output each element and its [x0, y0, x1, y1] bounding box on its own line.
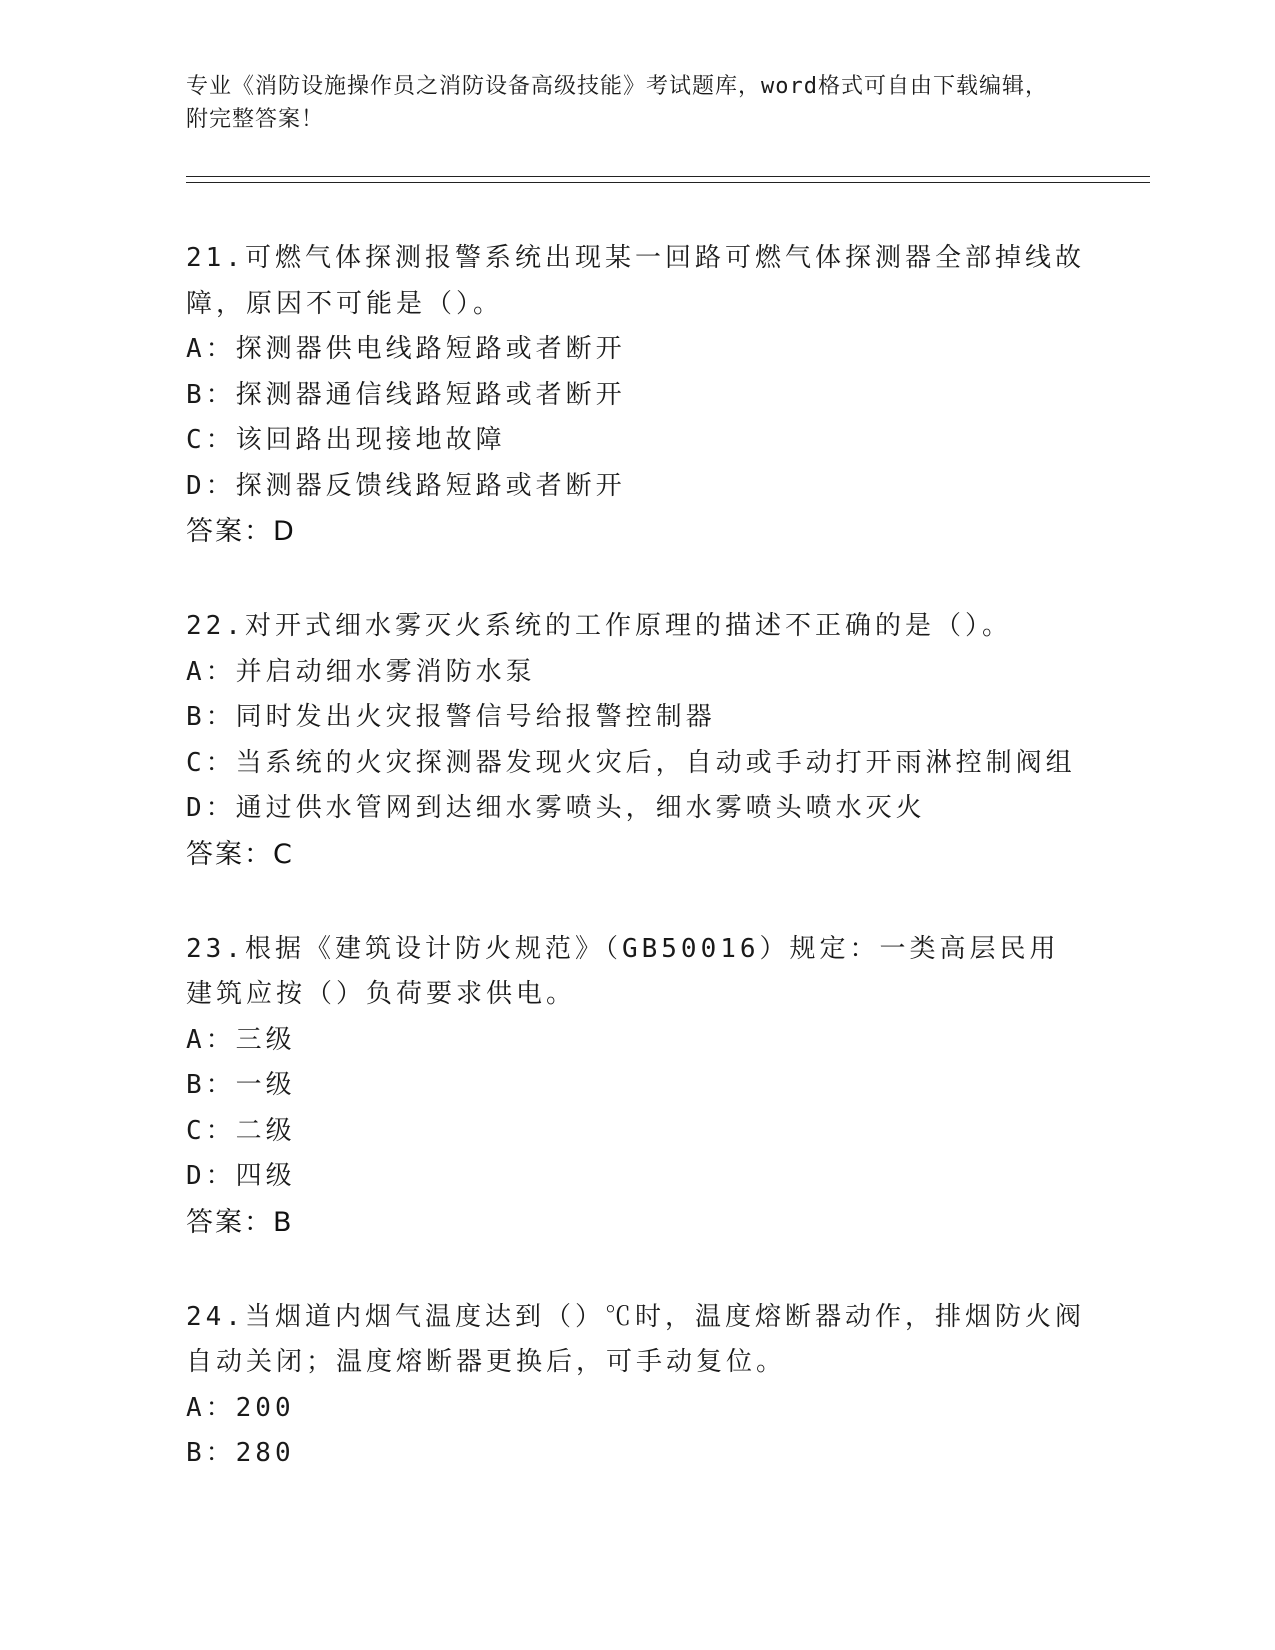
option-a: A：200 [186, 1392, 295, 1423]
option-a: A：三级 [186, 1024, 296, 1055]
question-text: 24.当烟道内烟气温度达到（）℃时，温度熔断器动作，排烟防火阀自动关闭；温度熔断器更换后，可手动复位。 [186, 1301, 1085, 1377]
question-21 [186, 236, 1086, 555]
option-b: B：探测器通信线路短路或者断开 [186, 379, 626, 410]
option-d: D：通过供水管网到达细水雾喷头，细水雾喷头喷水灭火 [186, 793, 926, 823]
header-divider-top [186, 176, 1150, 177]
answer: 答案：B [186, 1206, 294, 1238]
option-b: B：280 [186, 1438, 295, 1468]
question-24 [186, 1295, 1086, 1477]
option-b: B：一级 [186, 1070, 296, 1100]
document-header: 专业《消防设施操作员之消防设备高级技能》考试题库，word格式可自由下载编辑，附完整答案！ [186, 74, 1048, 132]
question-text: 23.根据《建筑设计防火规范》（GB50016）规定：一类高层民用建筑应按（）负荷要求供电。 [186, 933, 1060, 1009]
answer: 答案：C [186, 838, 294, 870]
option-b: B：同时发出火灾报警信号给报警控制器 [186, 702, 716, 732]
question-text: 21.可燃气体探测报警系统出现某一回路可燃气体探测器全部掉线故障，原因不可能是（）。 [186, 243, 1085, 319]
answer: 答案：D [186, 516, 296, 547]
option-c: C：二级 [186, 1115, 296, 1146]
header-divider-bottom [186, 182, 1150, 183]
option-a: A：并启动细水雾消防水泵 [186, 656, 536, 687]
option-c: C：该回路出现接地故障 [186, 425, 506, 455]
question-22 [186, 604, 1086, 878]
option-a: A：探测器供电线路短路或者断开 [186, 334, 626, 364]
option-c: C：当系统的火灾探测器发现火灾后，自动或手动打开雨淋控制阀组 [186, 747, 1076, 778]
question-text: 22.对开式细水雾灭火系统的工作原理的描述不正确的是（）。 [186, 611, 1012, 641]
option-d: D：探测器反馈线路短路或者断开 [186, 470, 626, 501]
question-list [186, 236, 1086, 1526]
question-23 [186, 927, 1086, 1246]
option-d: D：四级 [186, 1161, 296, 1191]
